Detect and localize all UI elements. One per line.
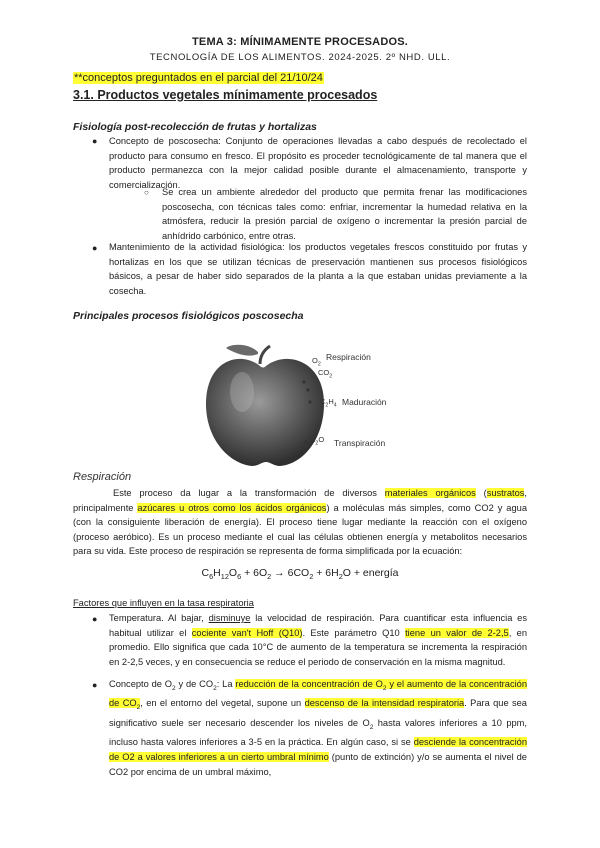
document-subtitle: TECNOLOGÍA DE LOS ALIMENTOS. 2024-2025. 2º NHD. ULL. xyxy=(149,52,451,63)
bullet-icon: ● xyxy=(92,243,98,253)
bullet-icon: ● xyxy=(92,680,98,690)
document-title: TEMA 3: MÍNIMAMENTE PROCESADOS. xyxy=(191,36,409,48)
subsection-title-fisiologia: Fisiología post-recolección de frutas y hortalizas xyxy=(73,121,317,133)
label-co2: $CO_2$ xyxy=(318,368,333,380)
respiration-equation: $C_6H_{12}O_6 + 6O_2 \to 6CO_2 + 6H_2O$ + energía xyxy=(201,567,399,582)
paragraph-actividad-fisiologica: Mantenimiento de la actividad fisiológica: los productos vegetales frescos constituido por frutas y hortalizas en los que se utilizan técnicas de preservación mantienen sus procesos fisiológicos básicos, a pesar de haber sido separados de la planta a la que estaban unidas previamente a la cosecha. xyxy=(109,242,527,296)
bullet-icon: ● xyxy=(92,614,98,624)
circle-bullet-icon: ○ xyxy=(144,188,149,197)
paragraph-temperatura: Temperatura. Al bajar, disminuye la velocidad de respiración. Para cuantificar esta influencia es habitual utilizar el cociente van't Hoff (Q10). Este parámetro Q10 tiene un valor de 2-2,5, en promedio. Ello significa que cada 10°C de aumento de la temperatura se incrementa la respiración en 2-2,5 veces, y en consecuencia se reduce el periodo de conservación en la misma magnitud. xyxy=(109,613,528,667)
highlighted-note: **conceptos preguntados en el parcial del 21/10/24 xyxy=(74,72,323,84)
subsection-title-procesos: Principales procesos fisiológicos poscosecha xyxy=(73,310,304,322)
label-h2o: $H_2O$ xyxy=(310,435,325,447)
paragraph-respiracion: Este proceso da lugar a la transformación de diversos materiales orgánicos (sustratos, principalmente azúcares u otros como los ácidos orgánicos) a moléculas más simples, como CO2 y agua (con la consiguiente liberación de energía). El proceso tiene lugar mediante la reacción con el oxígeno (proceso aeróbico). Es un proceso mediante el cual las células obtienen energía y metabolitos necesarios para su vida. Este proceso de respiración se representa de forma simplificada por la ecuación: xyxy=(73,488,527,557)
label-o2: $O_2$ xyxy=(312,356,321,368)
label-respiracion: Respiración xyxy=(326,352,371,362)
label-transpiracion: Transpiración xyxy=(334,438,386,448)
apple-figure xyxy=(200,342,430,470)
label-maduracion: Maduración xyxy=(342,397,387,407)
paragraph-poscosecha: Concepto de poscosecha: Conjunto de operaciones llevadas a cabo después de recolectado el producto para consumo en fresco. El propósito es proceder tecnológicamente de tal manera que el producto permanezca con la mejor calidad posible durante el almacenamiento, transporte y comercialización. xyxy=(109,136,527,190)
factors-title: Factores que influyen en la tasa respiratoria xyxy=(73,598,254,608)
respiracion-heading: Respiración xyxy=(73,471,132,483)
label-c2h4: $C_2H_4$ xyxy=(320,397,337,409)
paragraph-ambiente: Se crea un ambiente alrededor del producto que permita frenar las modificaciones poscosecha, con técnicas tales como: enfriar, incrementar la humedad relativa en la atmósfera, reducir la presión parcial de oxígeno o incrementar la presión parcial de anhídrido carbónico, entre otras. xyxy=(162,187,527,241)
section-title: 3.1. Productos vegetales mínimamente procesados xyxy=(73,88,378,102)
paragraph-o2-co2: Concepto de $O_2$ y de $CO_2$: La reducción de la concentración de $O_2$ y el aumento de la concentración de $CO_2$, en el entorno del vegetal, supone un descenso de la intensidad respiratoria. Para que sea significativo suele ser necesario descender los niveles de $O_2$ hasta valores inferiores a 10 ppm, incluso hasta valores inferiores a 3-5 en la práctica. En algún caso, si se desciende la concentración de O2 a valores inferiores a un cierto umbral mínimo (punto de extinción) y/o se aumenta el nivel de CO2 por encima de un umbral máximo, xyxy=(109,679,528,777)
bullet-icon: ● xyxy=(92,136,98,146)
